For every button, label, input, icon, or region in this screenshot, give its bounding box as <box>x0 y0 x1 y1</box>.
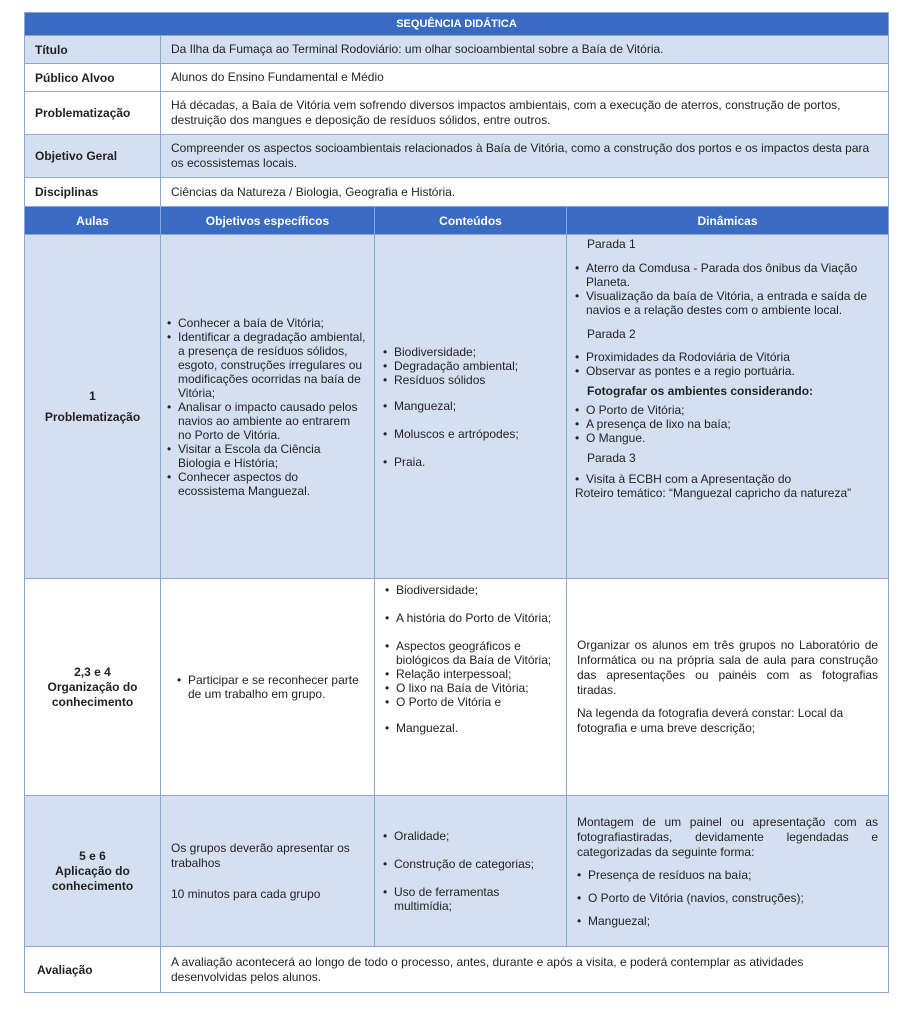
list-item: • O Porto de Vitória; <box>575 403 880 417</box>
lesson-label <box>25 579 161 796</box>
list-item: • Degradação ambiental; <box>383 359 558 373</box>
info-row-publico <box>25 64 889 92</box>
evaluation-label: Avaliação <box>25 947 161 993</box>
list-item: • O Porto de Vitória (navios, construções); <box>577 891 878 905</box>
list-item: • Aspectos geográficos e biológicos da Baía de Vitória; <box>385 639 556 667</box>
stop-list <box>575 472 880 486</box>
objectives-cell <box>161 235 375 579</box>
info-row-titulo <box>25 36 889 64</box>
contents-list <box>385 583 556 735</box>
info-label: Público Alvoo <box>25 64 161 92</box>
lesson-number: 2,3 e 4 <box>74 664 111 679</box>
list-item: • Praia. <box>383 455 558 469</box>
info-value: Alunos do Ensino Fundamental e Médio <box>161 64 889 92</box>
list-item: • Conhecer aspectos do ecossistema Manguezal. <box>167 470 366 498</box>
list-item: • Observar as pontes e a regio portuária. <box>575 364 880 378</box>
lesson-number: 5 e 6 <box>79 848 106 863</box>
list-item: • Identificar a degradação ambiental, a presença de resíduos sólidos, esgoto, construções irregulares ou modificações ocorridas na baía de Vitória; <box>167 330 366 400</box>
column-header: Objetivos específicos <box>161 207 375 235</box>
lesson-label <box>25 796 161 947</box>
info-row-disciplinas <box>25 178 889 207</box>
list-item: • O Mangue. <box>575 431 880 445</box>
list-item: • Visualização da baía de Vitória, a entrada e saída de navios e a relação destes com o ambiente local. <box>575 289 880 317</box>
evaluation-row <box>25 947 889 993</box>
didactic-sequence-table <box>24 12 888 993</box>
objectives-cell <box>161 796 375 947</box>
info-label: Disciplinas <box>25 178 161 207</box>
stop-title: Parada 2 <box>587 327 636 341</box>
stop-continuation: Roteiro temático: “Manguezal capricho da natureza” <box>575 486 852 500</box>
dynamics-cell <box>567 796 889 947</box>
list-item: • A história do Porto de Vitória; <box>385 611 556 625</box>
dynamics-paragraph: Montagem de um painel ou apresentação com as fotografiastiradas, devidamente legendadas e categorizadas da seguinte forma: <box>577 814 879 859</box>
photograph-title: Fotografar os ambientes considerando: <box>587 384 814 398</box>
list-item: • Oralidade; <box>383 829 558 843</box>
list-item: • Manguezal; <box>383 399 558 413</box>
info-row-objetivo <box>25 135 889 178</box>
evaluation-value: A avaliação acontecerá ao longo de todo o processo, antes, durante e após a visita, e poderá contemplar as atividades desenvolvidas pelos alunos. <box>161 947 889 993</box>
list-item: • Presença de resíduos na baía; <box>577 868 878 882</box>
lesson-name: Aplicação do conhecimento <box>51 863 134 893</box>
list-item: • Manguezal. <box>385 721 556 735</box>
list-item: • Resíduos sólidos <box>383 373 558 387</box>
column-header: Aulas <box>25 207 161 235</box>
info-label: Título <box>25 36 161 64</box>
list-item: • Participar e se reconhecer parte de um trabalho em grupo. <box>177 673 362 701</box>
list-item: • Visita à ECBH com a Apresentação do <box>575 472 880 486</box>
info-value: Ciências da Natureza / Biologia, Geografia e História. <box>161 178 889 207</box>
stop-title: Parada 1 <box>587 237 636 251</box>
stop-list <box>575 261 880 317</box>
lesson-label <box>25 235 161 579</box>
dynamics-cell <box>567 579 889 796</box>
dynamics-list <box>577 868 878 928</box>
list-item: • A presença de lixo na baía; <box>575 417 880 431</box>
list-item: • Conhecer a baía de Vitória; <box>167 316 366 330</box>
objectives-paragraph: 10 minutos para cada grupo <box>171 886 321 901</box>
dynamics-cell <box>567 235 889 579</box>
column-header-row <box>25 207 889 235</box>
lesson-row-3 <box>25 796 889 947</box>
contents-list <box>383 345 558 469</box>
objectives-list <box>167 316 366 498</box>
list-item: • Proximidades da Rodoviária de Vitória <box>575 350 880 364</box>
dynamics-paragraph: Na legenda da fotografia deverá constar: Local da fotografia e uma breve descrição; <box>577 706 844 735</box>
lesson-row-2 <box>25 579 889 796</box>
lesson-number: 1 <box>89 388 96 403</box>
contents-cell <box>375 796 567 947</box>
list-item: • O Porto de Vitória e <box>385 695 556 709</box>
list-item: • Uso de ferramentas multimídia; <box>383 885 558 913</box>
list-item: • Aterro da Comdusa - Parada dos ônibus da Viação Planeta. <box>575 261 880 289</box>
column-header: Conteúdos <box>375 207 567 235</box>
list-item: • O lixo na Baía de Vitória; <box>385 681 556 695</box>
photograph-list <box>575 403 880 445</box>
info-value: Da Ilha da Fumaça ao Terminal Rodoviário: um olhar socioambiental sobre a Baía de Vitória. <box>161 36 889 64</box>
list-item: • Biodiversidade; <box>385 583 556 597</box>
objectives-list <box>177 673 362 701</box>
list-item: • Construção de categorias; <box>383 857 558 871</box>
objectives-cell <box>161 579 375 796</box>
objectives-paragraph: Os grupos deverão apresentar os trabalhos <box>171 840 350 870</box>
info-label: Objetivo Geral <box>25 135 161 178</box>
table-title: SEQUÊNCIA DIDÁTICA <box>25 13 889 36</box>
list-item: • Manguezal; <box>577 914 878 928</box>
lesson-row-1 <box>25 235 889 579</box>
info-label: Problematização <box>25 92 161 135</box>
list-item: • Relação interpessoal; <box>385 667 556 681</box>
info-row-problematizacao <box>25 92 889 135</box>
list-item: • Visitar a Escola da Ciência Biologia e História; <box>167 442 366 470</box>
lesson-name: Problematização <box>44 409 141 424</box>
contents-cell <box>375 579 567 796</box>
contents-cell <box>375 235 567 579</box>
list-item: • Analisar o impacto causado pelos navios ao ambiente ao entrarem no Porto de Vitória. <box>167 400 366 442</box>
lesson-name: Organização do conhecimento <box>47 679 138 709</box>
list-item: • Biodiversidade; <box>383 345 558 359</box>
info-value: Compreender os aspectos socioambientais relacionados à Baía de Vitória, como a construção dos portos e os impactos desta para os ecossistemas locais. <box>161 135 889 178</box>
dynamics-paragraph: Organizar os alunos em três grupos no Laboratório de Informática ou na própria sala de aula para construção das apresentações ou painéis com as fotografias tiradas. <box>577 638 879 697</box>
contents-list <box>383 829 558 913</box>
stop-list <box>575 350 880 378</box>
list-item: • Moluscos e artrópodes; <box>383 427 558 441</box>
info-value: Há décadas, a Baía de Vitória vem sofrendo diversos impactos ambientais, com a execução de aterros, construção de portos, destruição dos mangues e deposição de resíduos sólidos, entre outros. <box>161 92 889 135</box>
column-header: Dinâmicas <box>567 207 889 235</box>
stop-title: Parada 3 <box>587 451 636 465</box>
